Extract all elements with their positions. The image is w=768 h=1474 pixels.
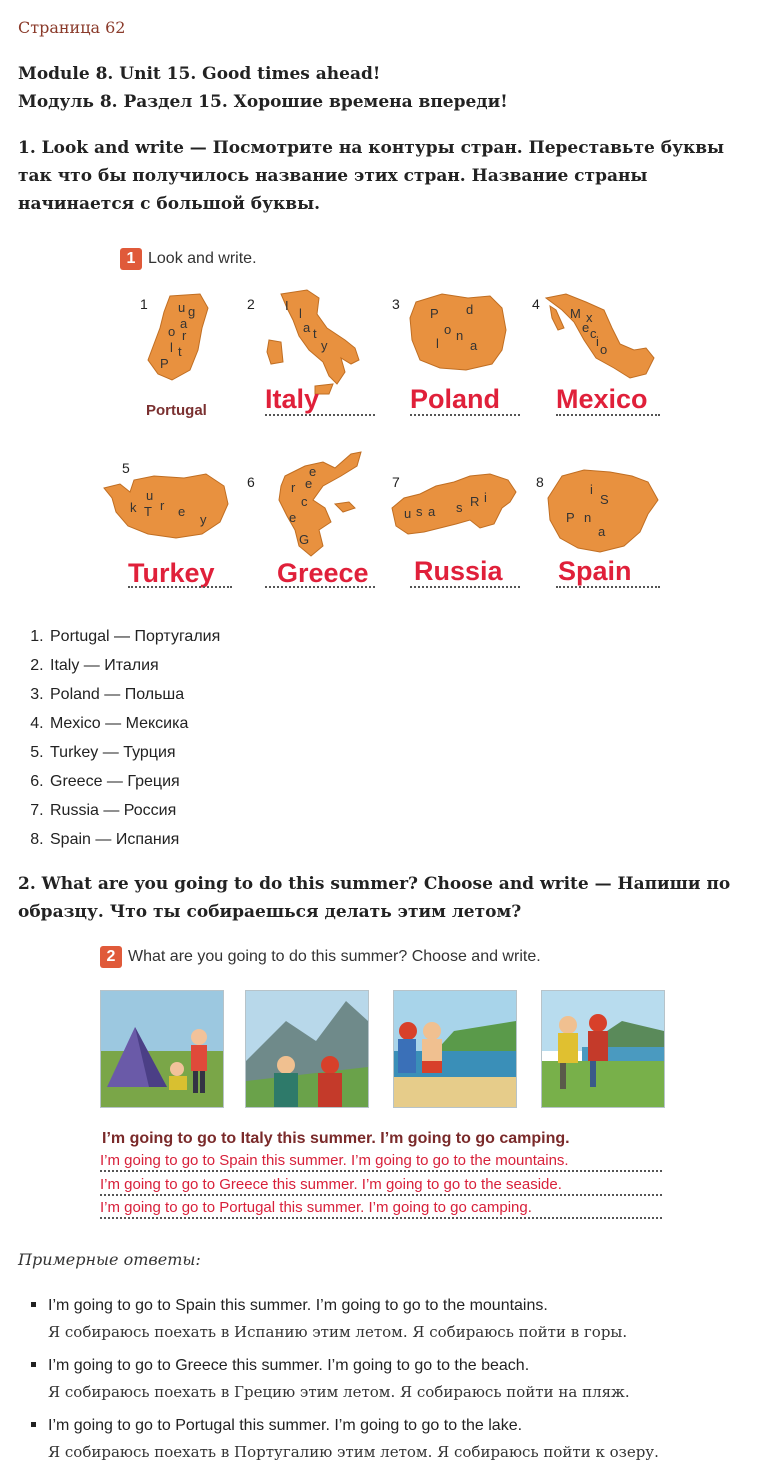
poland-map-shape xyxy=(406,288,516,378)
svg-text:d: d xyxy=(466,302,474,317)
mexico-map-shape xyxy=(542,288,662,384)
map-answer-greece: Greece xyxy=(277,558,369,588)
example-ru: Я собираюсь поехать в Грецию этим летом. Я собираюсь пойти на пляж. xyxy=(48,1383,630,1401)
svg-text:c: c xyxy=(590,326,597,341)
map-number: 8 xyxy=(536,474,544,490)
task2-instruction: 2. What are you going to do this summer? Choose and write — Напиши по образцу. Что ты собираешься делать этим летом? xyxy=(18,874,731,922)
map-answer-turkey: Turkey xyxy=(128,558,215,588)
list-item xyxy=(48,1412,768,1466)
list-item: 2. Italy — Италия xyxy=(48,651,220,680)
svg-text:R: R xyxy=(470,494,480,509)
answers-list xyxy=(30,622,220,854)
module-heading-en: Module 8. Unit 15. Good times ahead! xyxy=(18,64,381,84)
svg-text:c: c xyxy=(301,494,308,509)
list-item: 4. Mexico — Мексика xyxy=(48,709,220,738)
svg-text:g: g xyxy=(188,304,196,319)
answer-line xyxy=(556,414,660,416)
answer-line xyxy=(265,414,375,416)
map-number: 3 xyxy=(392,296,400,312)
svg-text:l: l xyxy=(170,340,173,355)
model-sentence: I’m going to go to Italy this summer. I’m going to go camping. xyxy=(102,1130,570,1147)
answer-line xyxy=(410,586,520,588)
camping-picture xyxy=(100,990,224,1108)
svg-text:i: i xyxy=(484,490,487,505)
map-answer-sample: Portugal xyxy=(146,402,207,419)
example-en: ▪ I’m going to go to Portugal this summer. I’m going to go to the lake. xyxy=(48,1417,523,1434)
examples-label: Примерные ответы: xyxy=(18,1250,201,1269)
mountains-picture xyxy=(245,990,369,1108)
russia-map-shape xyxy=(390,468,520,548)
answer-line xyxy=(556,586,660,588)
svg-text:n: n xyxy=(456,328,464,343)
example-ru: Я собираюсь поехать в Испанию этим летом. Я собираюсь пойти в горы. xyxy=(48,1323,628,1341)
svg-text:y: y xyxy=(321,338,328,353)
map-answer-russia: Russia xyxy=(414,556,503,586)
svg-text:P: P xyxy=(430,306,439,321)
svg-text:u: u xyxy=(146,488,154,503)
svg-text:l: l xyxy=(436,336,439,351)
list-item: 6. Greece — Греция xyxy=(48,767,220,796)
svg-text:a: a xyxy=(470,338,478,353)
turkey-map-shape xyxy=(98,468,238,548)
spain-map-shape xyxy=(544,464,662,556)
svg-text:a: a xyxy=(180,316,188,331)
svg-text:i: i xyxy=(590,482,593,497)
svg-text:u: u xyxy=(178,300,186,315)
list-item: 1. Portugal — Португалия xyxy=(48,622,220,651)
answer-line xyxy=(100,1194,662,1196)
exercise1-badge: 1 xyxy=(120,248,142,270)
map-number: 7 xyxy=(392,474,400,490)
map-cell-russia xyxy=(390,458,520,628)
answer-line xyxy=(100,1217,662,1219)
map-cell-italy xyxy=(245,288,375,458)
task1-instruction: 1. Look and write — Посмотрите на контуры стран. Переставьте буквы так что бы получилось название этих стран. Название страны начинается с большой буквы. xyxy=(18,138,725,214)
svg-text:o: o xyxy=(444,322,452,337)
svg-text:P: P xyxy=(160,356,169,371)
map-cell-portugal xyxy=(120,288,250,458)
map-cell-spain xyxy=(532,458,662,628)
svg-text:M: M xyxy=(570,306,581,321)
italy-map-shape xyxy=(259,288,369,398)
list-item: 7. Russia — Россия xyxy=(48,796,220,825)
svg-text:P: P xyxy=(566,510,575,525)
svg-text:e: e xyxy=(309,464,317,479)
svg-text:r: r xyxy=(291,480,296,495)
exercise2-header xyxy=(100,946,541,968)
answer-line xyxy=(265,586,375,588)
svg-text:r: r xyxy=(160,498,165,513)
exercise2-badge: 2 xyxy=(100,946,122,968)
example-en: ▪ I’m going to go to Greece this summer. I’m going to go to the beach. xyxy=(48,1357,530,1374)
written-sentence: I’m going to go to Greece this summer. I’m going to go to the seaside. xyxy=(100,1176,562,1193)
map-number: 4 xyxy=(532,296,540,312)
written-sentence: I’m going to go to Spain this summer. I’m going to go to the mountains. xyxy=(100,1152,569,1169)
map-number: 2 xyxy=(247,296,255,312)
map-answer-mexico: Mexico xyxy=(556,384,648,414)
svg-text:k: k xyxy=(130,500,137,515)
svg-text:i: i xyxy=(596,334,599,349)
map-answer-poland: Poland xyxy=(410,384,501,414)
list-item xyxy=(48,1352,768,1406)
list-item: 5. Turkey — Турция xyxy=(48,738,220,767)
svg-text:G: G xyxy=(299,532,310,547)
answer-line xyxy=(128,586,232,588)
exercise1-title: Look and write. xyxy=(148,250,257,267)
page-label: Страница 62 xyxy=(18,18,126,37)
map-answer-spain: Spain xyxy=(558,556,632,586)
svg-text:a: a xyxy=(598,524,606,539)
example-ru: Я собираюсь поехать в Португалию этим летом. Я собираюсь пойти к озеру. xyxy=(48,1443,659,1461)
svg-text:o: o xyxy=(600,342,608,357)
exercise1-header xyxy=(120,248,257,270)
map-cell-poland xyxy=(390,288,520,458)
svg-text:s: s xyxy=(456,500,463,515)
svg-text:e: e xyxy=(582,320,590,335)
map-number: 6 xyxy=(247,474,255,490)
svg-text:n: n xyxy=(584,510,592,525)
list-item: 3. Poland — Польша xyxy=(48,680,220,709)
svg-text:x: x xyxy=(586,310,593,325)
map-cell-turkey xyxy=(98,458,228,628)
seaside-picture xyxy=(393,990,517,1108)
svg-text:I: I xyxy=(285,298,289,313)
list-item: 8. Spain — Испания xyxy=(48,825,220,854)
portugal-map-shape xyxy=(130,288,230,388)
svg-text:o: o xyxy=(168,324,176,339)
svg-text:s: s xyxy=(416,504,423,519)
svg-text:l: l xyxy=(299,306,302,321)
answer-line xyxy=(410,414,520,416)
answer-line xyxy=(100,1170,662,1172)
module-heading xyxy=(18,60,748,116)
written-sentence: I’m going to go to Portugal this summer. I’m going to go camping. xyxy=(100,1199,532,1216)
lake-picture xyxy=(541,990,665,1108)
svg-text:a: a xyxy=(428,504,436,519)
svg-text:r: r xyxy=(182,328,187,343)
map-cell-greece xyxy=(245,446,375,616)
svg-text:e: e xyxy=(305,476,313,491)
svg-text:t: t xyxy=(178,344,182,359)
exercise2-title: What are you going to do this summer? Choose and write. xyxy=(128,948,541,965)
svg-text:a: a xyxy=(303,320,311,335)
examples-list xyxy=(30,1292,768,1472)
map-cell-mexico xyxy=(532,288,662,458)
svg-text:T: T xyxy=(144,504,152,519)
map-number: 1 xyxy=(140,296,148,312)
list-item xyxy=(48,1292,768,1346)
svg-text:e: e xyxy=(178,504,186,519)
map-number: 5 xyxy=(122,460,130,476)
map-answer-italy: Italy xyxy=(265,384,320,414)
svg-text:S: S xyxy=(600,492,609,507)
svg-text:u: u xyxy=(404,506,412,521)
module-heading-ru: Модуль 8. Раздел 15. Хорошие времена впереди! xyxy=(18,92,508,112)
greece-map-shape xyxy=(265,446,375,562)
example-en: ▪ I’m going to go to Spain this summer. I’m going to go to the mountains. xyxy=(48,1297,548,1314)
svg-text:e: e xyxy=(289,510,297,525)
svg-text:t: t xyxy=(313,326,317,341)
svg-text:y: y xyxy=(200,512,207,527)
